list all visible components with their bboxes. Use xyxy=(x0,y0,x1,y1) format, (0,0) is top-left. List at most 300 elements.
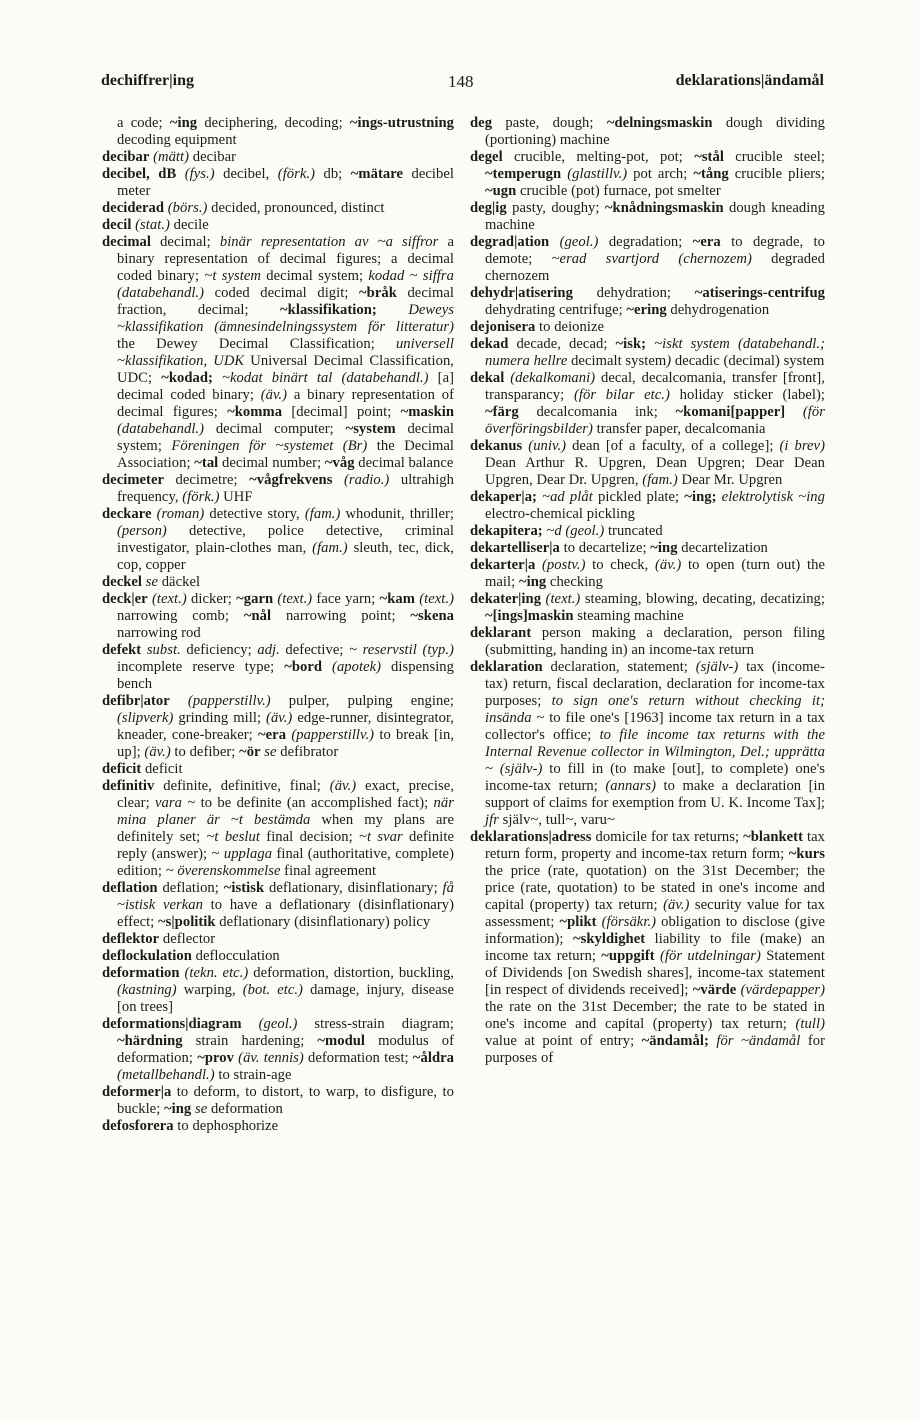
dictionary-entry xyxy=(102,200,454,217)
entry-text xyxy=(549,234,559,250)
entry-text: decimal system; xyxy=(260,268,369,284)
entry-text: deciphering, decoding; xyxy=(197,115,350,131)
dictionary-entry xyxy=(470,336,825,370)
entry-italic-text: (dekalkomani) xyxy=(510,370,596,386)
dictionary-entry xyxy=(470,829,825,1067)
entry-headword: deklarations|adress xyxy=(470,829,592,845)
entry-text: definite reply (answer); xyxy=(117,829,454,862)
entry-text: liability to file (make) an income tax return; xyxy=(485,931,826,964)
entry-headword: ~klassifikation; xyxy=(280,302,377,318)
entry-italic-text: (text.) xyxy=(151,591,187,607)
entry-italic-text: to sign one's return without checking it; insända ~ xyxy=(485,693,825,726)
entry-headword: definitiv xyxy=(102,778,155,794)
entry-headword: ~bord xyxy=(284,659,323,675)
entry-text: Universal Decimal Classification, UDC; xyxy=(117,353,454,386)
entry-text: to open (turn out) the mail; xyxy=(485,557,825,590)
entry-headword: deficit xyxy=(102,761,142,777)
entry-text: tax (income-tax) return, fiscal declaration, declaration for income-tax purposes; xyxy=(485,659,825,709)
entry-headword: ~skena xyxy=(410,608,454,624)
entry-headword: ~s|politik xyxy=(158,914,216,930)
entry-text xyxy=(322,659,332,675)
entry-headword: deckel xyxy=(102,574,143,590)
entry-headword: ~skyldighet xyxy=(572,931,646,947)
entry-italic-text: ~t svar xyxy=(359,829,403,845)
entry-text: decimalt system xyxy=(567,353,667,369)
entry-italic-text: ~erad svartjord (chernozem) xyxy=(551,251,752,267)
entry-italic-text: (för utdelningar) xyxy=(660,948,761,964)
entry-italic-text: (slipverk) xyxy=(117,710,174,726)
entry-headword: ~åldra xyxy=(412,1050,454,1066)
entry-text: deficiency; xyxy=(180,642,258,658)
entry-headword: ~era xyxy=(692,234,721,250)
entry-text: däckel xyxy=(158,574,201,590)
entry-text: security value for tax assessment; xyxy=(485,897,825,930)
entry-italic-text: vara ~ xyxy=(155,795,196,811)
entry-text: deficit xyxy=(141,761,183,777)
entry-text: deflation; xyxy=(157,880,224,896)
entry-text: to check, xyxy=(585,557,655,573)
entry-text: tax return form, property and income-tax return form; xyxy=(485,829,825,862)
entry-italic-text: (person) xyxy=(117,523,167,539)
entry-text: defibrator xyxy=(276,744,339,760)
entry-text: a code; xyxy=(117,115,170,131)
entry-text: decile xyxy=(169,217,209,233)
entry-headword: ~ör xyxy=(239,744,261,760)
entry-headword: deklaration xyxy=(470,659,543,675)
entry-text: incomplete reserve type; xyxy=(117,659,285,675)
entry-text: Dear Mr. Upgren xyxy=(677,472,783,488)
entry-text: deflationary, disinflationary; xyxy=(264,880,443,896)
dictionary-entry xyxy=(102,506,454,574)
entry-text: decimal fraction, decimal; xyxy=(117,285,454,318)
entry-italic-text: (äv.) xyxy=(266,710,293,726)
entry-text: degraded chernozem xyxy=(485,251,825,284)
entry-text: decimal number; xyxy=(218,455,325,471)
entry-italic-text: (äv.) xyxy=(654,557,682,573)
entry-text: declaration, statement; xyxy=(542,659,696,675)
entry-headword: decimal xyxy=(102,234,151,250)
entry-italic-text: ~ överenskommelse xyxy=(165,863,281,879)
entry-headword: dejonisera xyxy=(470,319,536,335)
entry-headword: ~ering xyxy=(626,302,667,318)
entry-headword: ~mätare xyxy=(350,166,404,182)
dictionary-entry xyxy=(102,880,454,931)
entry-headword: ~temperugn xyxy=(485,166,562,182)
dictionary-entry xyxy=(470,591,825,625)
dictionary-entry xyxy=(470,115,825,149)
entry-headword: dekarter|a xyxy=(470,557,536,573)
dictionary-entry xyxy=(102,948,454,965)
entry-text: truncated xyxy=(604,523,663,539)
entry-text: deflationary (disinflationary) policy xyxy=(215,914,431,930)
entry-headword: dekater|ing xyxy=(470,591,542,607)
entry-text: exact, precise, clear; xyxy=(117,778,454,811)
right-column xyxy=(470,115,825,1067)
dictionary-entry xyxy=(102,778,454,880)
entry-text: to be definite (an accomplished fact); xyxy=(195,795,434,811)
entry-headword: deck|er xyxy=(102,591,148,607)
entry-italic-text: (tekn. etc.) xyxy=(184,965,249,981)
entry-text: damage, injury, disease [on trees] xyxy=(117,982,454,1015)
dictionary-entry xyxy=(102,166,454,200)
entry-text: dean [of a faculty, of a college]; xyxy=(566,438,780,454)
entry-italic-text: ~t beslut xyxy=(206,829,260,845)
entry-italic-text: ~kodat binärt tal (databehandl.) xyxy=(222,370,429,386)
dictionary-entry xyxy=(102,931,454,948)
entry-headword: ~nål xyxy=(243,608,272,624)
entry-text: dehydration; xyxy=(572,285,695,301)
entry-text: pulper, pulping engine; xyxy=(270,693,454,709)
entry-italic-text: (roman) xyxy=(156,506,205,522)
entry-headword: dekartelliser|a xyxy=(470,540,560,556)
entry-headword: dekad xyxy=(470,336,509,352)
entry-text: coded decimal digit; xyxy=(204,285,360,301)
dictionary-entry xyxy=(102,472,454,506)
entry-italic-text: (stat.) xyxy=(135,217,170,233)
entry-italic-text: elektrolytisk ~ing xyxy=(721,489,825,505)
entry-text: to break [in, up]; xyxy=(117,727,455,760)
entry-text: grinding mill; xyxy=(173,710,267,726)
entry-italic-text: kodad ~ siffra (databehandl.) xyxy=(117,268,454,301)
entry-text: to file one's [1963] income tax return in a tax collector's office; xyxy=(485,710,825,743)
entry-text: detective, police detective, criminal investigator, plain-clothes man, xyxy=(117,523,454,556)
entry-text: edge-runner, disintegrator, kneader, cone-breaker; xyxy=(117,710,454,743)
entry-text: ultrahigh frequency, xyxy=(117,472,454,505)
entry-text: when my plans are definitely set; xyxy=(117,812,454,845)
entry-headword: ~knådningsmaskin xyxy=(604,200,724,216)
dictionary-entry xyxy=(102,574,454,591)
entry-headword: ~vågfrekvens xyxy=(249,472,333,488)
entry-text: to decartelize; xyxy=(559,540,651,556)
dictionary-entry xyxy=(102,115,454,149)
entry-headword: dekapitera; xyxy=(470,523,543,539)
entry-text: the Decimal Association; xyxy=(117,438,454,471)
entry-headword: ~ing xyxy=(169,115,198,131)
entry-headword: ~garn xyxy=(236,591,274,607)
entry-italic-text: få ~istisk verkan xyxy=(117,880,454,913)
entry-headword: ~ugn xyxy=(485,183,517,199)
entry-text: decadic (decimal) system xyxy=(671,353,825,369)
entry-italic-text: (fam.) xyxy=(304,506,341,522)
entry-italic-text: (text.) xyxy=(277,591,313,607)
entry-text: modulus of deformation; xyxy=(117,1033,454,1066)
entry-text: to deform, to distort, to warp, to disfigure, to buckle; xyxy=(117,1084,454,1117)
entry-headword: ~uppgift xyxy=(601,948,655,964)
entry-italic-text: ~t system xyxy=(204,268,261,284)
entry-italic-text: (apotek) xyxy=(332,659,382,675)
entry-italic-text: (geol.) xyxy=(559,234,599,250)
entry-text: to strain-age xyxy=(214,1067,292,1083)
entry-text: deflocculation xyxy=(191,948,280,964)
entry-text: the Dewey Decimal Classification; xyxy=(117,336,396,352)
entry-headword: ~kurs xyxy=(788,846,825,862)
entry-headword: ~värde xyxy=(692,982,737,998)
entry-text: value at point of entry; xyxy=(485,1033,642,1049)
entry-text: steaming, blowing, decating, decatizing; xyxy=(580,591,825,607)
dictionary-entry xyxy=(102,642,454,693)
entry-headword: deg xyxy=(470,115,493,131)
entry-text: decibel meter xyxy=(117,166,454,199)
entry-text: pickled plate; xyxy=(592,489,685,505)
dictionary-entry xyxy=(470,285,825,319)
entry-italic-text: (papperstillv.) xyxy=(291,727,375,743)
entry-text: transfer paper, decalcomania xyxy=(592,421,766,437)
entry-headword: ~komma xyxy=(227,404,283,420)
entry-text xyxy=(170,693,188,709)
entry-headword: ~era xyxy=(258,727,287,743)
entry-headword: ~våg xyxy=(324,455,355,471)
entry-headword: deflation xyxy=(102,880,158,896)
entry-headword: decimeter xyxy=(102,472,165,488)
dictionary-entry xyxy=(470,438,825,489)
entry-text: defective; xyxy=(279,642,350,658)
entry-headword: deformer|a xyxy=(102,1084,172,1100)
entry-text xyxy=(242,1016,259,1032)
entry-italic-text: när mina planer är ~t bestämda xyxy=(117,795,454,828)
dictionary-entry xyxy=(470,625,825,659)
entry-text: decartelization xyxy=(677,540,768,556)
dictionary-entry xyxy=(102,965,454,1016)
entry-text: whodunit, thriller; xyxy=(340,506,455,522)
entry-headword: ~ing xyxy=(164,1101,192,1117)
entry-text: crucible (pot) furnace, pot smelter xyxy=(516,183,721,199)
entry-italic-text: (tull) xyxy=(795,1016,825,1032)
entry-text: deformation, distortion, buckling, xyxy=(248,965,454,981)
entry-text: to defiber; xyxy=(170,744,240,760)
entry-text: narrowing comb; xyxy=(117,608,244,624)
entry-italic-text: subst. xyxy=(146,642,181,658)
dictionary-entry xyxy=(470,489,825,523)
dictionary-entry xyxy=(470,200,825,234)
entry-text xyxy=(377,302,408,318)
dictionary-entry xyxy=(470,659,825,829)
entry-text: deflector xyxy=(159,931,216,947)
entry-text: a binary representation of decimal figures; a decimal coded binary; xyxy=(117,234,454,284)
entry-headword: defosforera xyxy=(102,1118,174,1134)
entry-headword: ~plikt xyxy=(559,914,597,930)
entry-text: degradation; xyxy=(598,234,693,250)
entry-headword: decibar xyxy=(102,149,150,165)
dictionary-entry xyxy=(470,319,825,336)
entry-headword: ~ing xyxy=(650,540,678,556)
entry-italic-text: (äv.) xyxy=(329,778,357,794)
entry-headword: defekt xyxy=(102,642,142,658)
entry-text xyxy=(332,472,344,488)
entry-text: själv~, tull~, varu~ xyxy=(498,812,615,828)
entry-text: to degrade, to demote; xyxy=(485,234,826,267)
entry-italic-text: ~ad plåt xyxy=(542,489,593,505)
entry-italic-text: universell ~klassifikation, UDK xyxy=(117,336,454,369)
entry-italic-text: ~iskt system (databehandl.; numera hellre xyxy=(485,336,826,369)
entry-italic-text: se xyxy=(264,744,277,760)
entry-headword: degrad|ation xyxy=(470,234,550,250)
entry-headword: ~ing xyxy=(518,574,547,590)
entry-text xyxy=(646,336,654,352)
entry-italic-text: (börs.) xyxy=(167,200,208,216)
entry-headword: dekal xyxy=(470,370,505,386)
entry-text: the rate on the 31st December; the rate to be stated in one's income and capital (property) tax return; xyxy=(485,999,825,1032)
dictionary-entry xyxy=(102,1118,454,1135)
entry-italic-text: (försäkr.) xyxy=(601,914,657,930)
entry-headword: deckare xyxy=(102,506,152,522)
right-guide-word: deklarations|ändamål xyxy=(675,72,824,89)
entry-headword: ~bråk xyxy=(359,285,397,301)
dictionary-entry xyxy=(470,557,825,591)
entry-italic-text: (papperstillv.) xyxy=(187,693,271,709)
entry-italic-text: (förk.) xyxy=(277,166,316,182)
entry-italic-text: binär representation av ~a siffror xyxy=(219,234,439,250)
entry-text: Dean Arthur R. Upgren, Dean Upgren; Dear Dean Upgren, Dear Dr. Upgren, xyxy=(485,455,825,488)
entry-text: [a] decimal coded binary; xyxy=(117,370,455,403)
entry-headword: defibr|ator xyxy=(102,693,170,709)
entry-text: decimal balance xyxy=(354,455,454,471)
entry-text: pot arch; xyxy=(627,166,694,182)
entry-text: crucible pliers; xyxy=(728,166,826,182)
entry-headword: deformation xyxy=(102,965,180,981)
page-number: 148 xyxy=(448,72,474,91)
entry-italic-text: (databehandl.) xyxy=(117,421,205,437)
entry-text: decimetre; xyxy=(164,472,250,488)
entry-text: decimal computer; xyxy=(204,421,346,437)
entry-italic-text: to file income tax returns with the Internal Revenue collector in Wilmington, Del.; upprätta ~ (själv-) xyxy=(485,727,825,777)
entry-headword: ~blankett xyxy=(743,829,803,845)
entry-text: stress-strain diagram; xyxy=(297,1016,454,1032)
entry-headword: ~system xyxy=(345,421,396,437)
entry-text: dough dividing (portioning) machine xyxy=(485,115,825,148)
entry-text: decided, pronounced, distinct xyxy=(207,200,385,216)
entry-text xyxy=(213,370,222,386)
entry-italic-text: (för bilar etc.) xyxy=(573,387,670,403)
entry-headword: ~ings-utrustning xyxy=(349,115,454,131)
entry-headword: decil xyxy=(102,217,132,233)
dictionary-entry xyxy=(470,234,825,285)
entry-headword: ~istisk xyxy=(223,880,265,896)
entry-italic-text: (kastning) xyxy=(117,982,177,998)
entry-text: final agreement xyxy=(280,863,377,879)
entry-text: decibel, xyxy=(214,166,278,182)
entry-text: deformation xyxy=(207,1101,283,1117)
entry-headword: degel xyxy=(470,149,503,165)
entry-text: final decision; xyxy=(260,829,360,845)
entry-headword: deciderad xyxy=(102,200,165,216)
entry-headword: deflockulation xyxy=(102,948,192,964)
entry-text: narrowing point; xyxy=(271,608,411,624)
entry-text: paste, dough; xyxy=(492,115,607,131)
dictionary-entry xyxy=(102,1084,454,1118)
entry-text: strain hardening; xyxy=(182,1033,318,1049)
entry-text: decoding equipment xyxy=(117,132,237,148)
entry-italic-text: (geol.) xyxy=(258,1016,298,1032)
entry-text: face yarn; xyxy=(312,591,380,607)
entry-text: decibar xyxy=(189,149,237,165)
entry-text: definite, definitive, final; xyxy=(154,778,330,794)
dictionary-entry xyxy=(102,761,454,778)
entry-italic-text: ) xyxy=(666,353,672,369)
entry-italic-text: (fam.) xyxy=(312,540,348,556)
entry-italic-text: (förk.) xyxy=(182,489,220,505)
dictionary-entry xyxy=(470,523,825,540)
entry-headword: ~härdning xyxy=(117,1033,183,1049)
entry-text: obligation to disclose (give information); xyxy=(485,914,826,947)
entry-italic-text: (bot. etc.) xyxy=(242,982,303,998)
entry-text: crucible steel; xyxy=(723,149,825,165)
entry-headword: ~prov xyxy=(197,1050,234,1066)
entry-headword: ~tal xyxy=(194,455,219,471)
entry-italic-text: jfr xyxy=(485,812,499,828)
entry-headword: decibel, dB xyxy=(102,166,177,182)
entry-italic-text: Föreningen för ~systemet (Br) xyxy=(171,438,368,454)
entry-text: to dephosphorize xyxy=(173,1118,279,1134)
entry-text: to deionize xyxy=(535,319,605,335)
entry-headword: dekanus xyxy=(470,438,523,454)
entry-headword: dekaper|a; xyxy=(470,489,537,505)
entry-text xyxy=(535,557,542,573)
entry-headword: deflektor xyxy=(102,931,160,947)
entry-text: deformation test; xyxy=(303,1050,413,1066)
entry-italic-text: se xyxy=(145,574,158,590)
entry-italic-text: (fam.) xyxy=(642,472,678,488)
entry-text xyxy=(176,166,184,182)
entry-headword: dehydr|atisering xyxy=(470,285,573,301)
entry-italic-text: (äv.) xyxy=(663,897,690,913)
entry-text: dicker; xyxy=(186,591,237,607)
entry-text: steaming machine xyxy=(573,608,684,624)
dictionary-entry xyxy=(102,1016,454,1084)
entry-italic-text: (annars) xyxy=(605,778,657,794)
entry-italic-text: (själv-) xyxy=(695,659,739,675)
entry-headword: ~komani[papper] xyxy=(675,404,786,420)
entry-italic-text: (värdepapper) xyxy=(740,982,825,998)
entry-text: dispensing bench xyxy=(117,659,454,692)
entry-text: sleuth, tec, dick, cop, copper xyxy=(117,540,454,573)
entry-italic-text: (äv. tennis) xyxy=(238,1050,304,1066)
dictionary-entry xyxy=(470,540,825,557)
entry-text: Statement of Dividends [on Swedish shares], income-tax statement [in respect of dividends received]; xyxy=(485,948,825,998)
entry-text xyxy=(785,404,803,420)
entry-italic-text: (äv.) xyxy=(260,387,288,403)
entry-text: to have a deflationary (disinflationary) effect; xyxy=(117,897,454,930)
entry-headword: ~färg xyxy=(485,404,519,420)
entry-text: narrowing rod xyxy=(117,625,201,641)
dictionary-entry xyxy=(470,370,825,438)
entry-text: domicile for tax returns; xyxy=(591,829,744,845)
entry-text: decade, decad; xyxy=(508,336,616,352)
left-column xyxy=(102,115,454,1135)
entry-text: a binary representation of decimal figures; xyxy=(117,387,454,420)
entry-italic-text: (text.) xyxy=(419,591,455,607)
entry-text: dehydrogenation xyxy=(666,302,770,318)
entry-headword: ~delningsmaskin xyxy=(606,115,713,131)
entry-headword: ~modul xyxy=(317,1033,366,1049)
entry-text: final (authoritative, complete) edition; xyxy=(117,846,454,879)
entry-italic-text: (glastillv.) xyxy=(567,166,628,182)
entry-text: [decimal] point; xyxy=(282,404,401,420)
dictionary-entry xyxy=(102,591,454,642)
entry-text: decimal; xyxy=(150,234,220,250)
entry-text: decimal system; xyxy=(117,421,454,454)
entry-headword: ~kam xyxy=(379,591,415,607)
entry-text: decalcomania ink; xyxy=(518,404,676,420)
entry-text: UHF xyxy=(219,489,253,505)
entry-text: decal, decalcomania, transfer [front], transparancy; xyxy=(485,370,825,403)
entry-text: crucible, melting-pot, pot; xyxy=(502,149,695,165)
entry-italic-text: (i brev) xyxy=(779,438,825,454)
entry-text: checking xyxy=(546,574,603,590)
entry-text: for purposes of xyxy=(485,1033,825,1066)
left-guide-word: dechiffrer|ing xyxy=(101,72,194,89)
dictionary-entry xyxy=(102,693,454,761)
entry-headword: ~atiserings-centrifug xyxy=(694,285,825,301)
